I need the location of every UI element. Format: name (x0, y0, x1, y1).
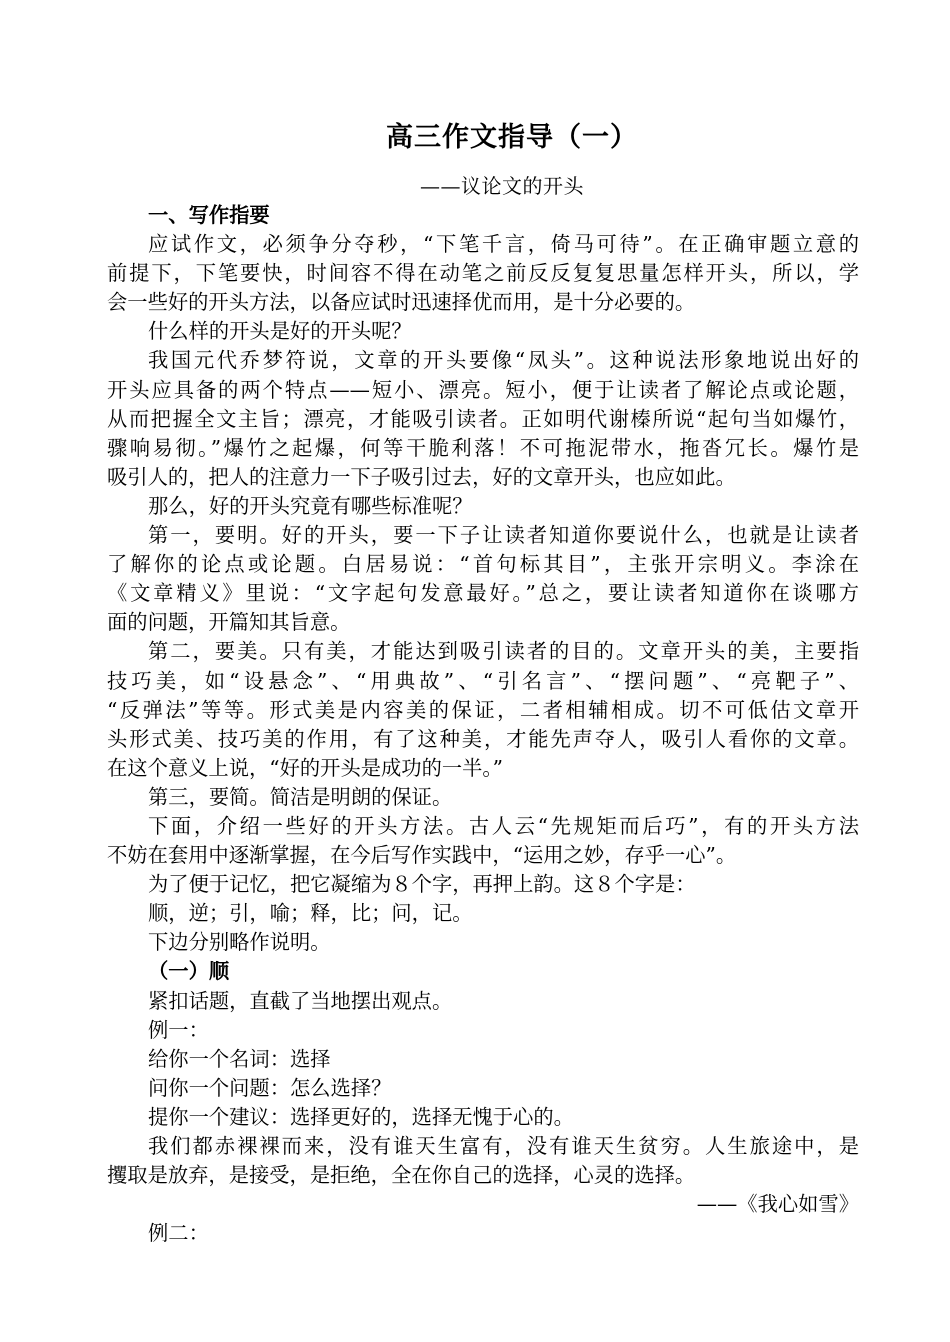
section-heading: 一、写作指要 (148, 203, 270, 227)
paragraph-line: 给你一个名词：选择 (148, 1046, 331, 1071)
document-subtitle: ——议论文的开头 (420, 174, 584, 198)
paragraph-line: 不妨在套用中逐渐掌握，在今后写作实践中，“运用之妙，存乎一心”。 (107, 843, 737, 868)
quote-attribution: ——《我心如雪》 (696, 1192, 859, 1217)
paragraph-line: 《文章精义》里说：“文字起句发意最好。”总之，要让读者知道你在谈哪方 (107, 581, 859, 606)
paragraph-line: 我们都赤裸裸而来，没有谁天生富有，没有谁天生贫穷。人生旅途中，是 (148, 1134, 859, 1158)
paragraph-line: 什么样的开头是好的开头呢？ (148, 319, 412, 344)
paragraph-line: 第二，要美。只有美，才能达到吸引读者的目的。文章开头的美，主要指 (148, 639, 859, 664)
paragraph-line: 吸引人的，把人的注意力一下子吸引过去，好的文章开头，也应如此。 (107, 464, 736, 489)
paragraph-line: 会一些好的开头方法，以备应试时迅速择优而用，是十分必要的。 (107, 290, 696, 315)
paragraph-line: 在这个意义上说，“好的开头是成功的一半。” (107, 755, 503, 780)
paragraph-line: 提你一个建议：选择更好的，选择无愧于心的。 (148, 1104, 574, 1129)
paragraph-line: 面的问题，开篇知其旨意。 (107, 610, 351, 635)
paragraph-line: 例一： (148, 1017, 209, 1042)
paragraph-line: 第一，要明。好的开头，要一下子让读者知道你要说什么，也就是让读者 (148, 523, 859, 548)
document-body (107, 201, 859, 1248)
paragraph-line: 第三，要简。简洁是明朗的保证。 (148, 784, 453, 809)
paragraph-line: 下面，介绍一些好的开头方法。古人云“先规矩而后巧”，有的开头方法 (148, 813, 859, 838)
paragraph-line: 开头应具备的两个特点——短小、漂亮。短小，便于让读者了解论点或论题， (107, 377, 859, 402)
paragraph-line: 技巧美，如“设悬念”、“用典故”、“引名言”、“摆问题”、“亮靶子”、 (107, 668, 859, 693)
paragraph-line: 紧扣话题，直截了当地摆出观点。 (148, 988, 453, 1013)
paragraph-line: 应试作文，必须争分夺秒，“下笔千言，倚马可待”。在正确审题立意的 (148, 232, 859, 257)
paragraph-line: 了解你的论点或论题。白居易说：“首句标其目”，主张开宗明义。李涂在 (107, 552, 859, 577)
paragraph-line: 攫取是放弃，是接受，是拒绝，全在你自己的选择，心灵的选择。 (107, 1163, 696, 1188)
section-heading: （一）顺 (148, 959, 230, 984)
paragraph-line: 前提下，下笔要快，时间容不得在动笔之前反反复复思量怎样开头，所以，学 (107, 261, 859, 286)
paragraph-line: 顺，逆；引，喻；释，比；问，记。 (148, 901, 473, 926)
paragraph-line: 头形式美、技巧美的作用，有了这种美，才能先声夺人，吸引人看你的文章。 (107, 726, 859, 751)
paragraph-line: 下边分别略作说明。 (148, 930, 331, 955)
paragraph-line: “反弹法”等等。形式美是内容美的保证，二者相辅相成。切不可低估文章开 (107, 697, 859, 722)
paragraph-line: 那么，好的开头究竟有哪些标准呢？ (148, 493, 473, 518)
paragraph-line: 例二： (148, 1221, 209, 1246)
paragraph-line: 我国元代乔梦符说，文章的开头要像“凤头”。这种说法形象地说出好的 (148, 348, 859, 373)
document-title: 高三作文指导（一） (386, 122, 638, 153)
paragraph-line: 问你一个问题：怎么选择？ (148, 1075, 392, 1100)
paragraph-line: 为了便于记忆，把它凝缩为８个字，再押上韵。这８个字是： (148, 872, 696, 897)
paragraph-line: 骤响易彻。”爆竹之起爆，何等干脆利落！不可拖泥带水，拖沓冗长。爆竹是 (107, 435, 859, 460)
paragraph-line: 从而把握全文主旨；漂亮，才能吸引读者。正如明代谢榛所说“起句当如爆竹， (107, 406, 859, 431)
